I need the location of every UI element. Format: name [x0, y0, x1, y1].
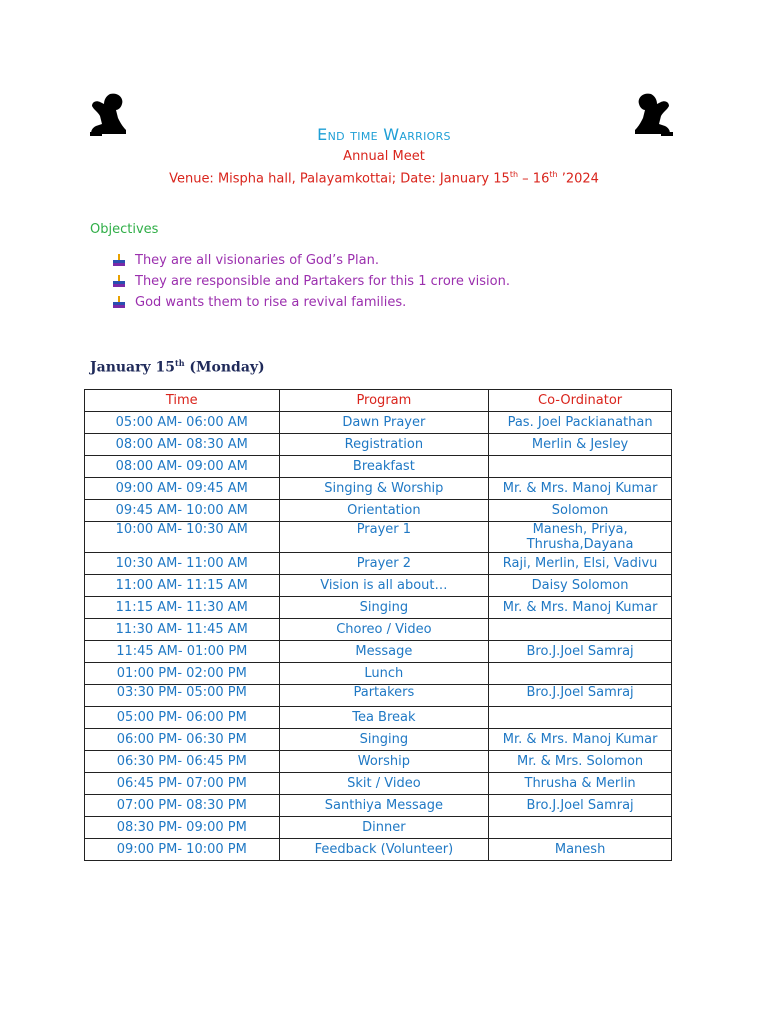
cell-time: 08:30 PM- 09:00 PM — [85, 817, 280, 839]
cell-time: 05:00 PM- 06:00 PM — [85, 707, 280, 729]
table-row — [85, 663, 672, 685]
day-heading — [90, 358, 265, 376]
cell-time: 08:00 AM- 08:30 AM — [85, 434, 280, 456]
venue-line — [0, 170, 768, 186]
cell-time: 01:00 PM- 02:00 PM — [85, 663, 280, 685]
cell-time: 03:30 PM- 05:00 PM — [85, 685, 280, 707]
cell-time: 09:00 AM- 09:45 AM — [85, 478, 280, 500]
table-row — [85, 729, 672, 751]
objective-item — [112, 250, 510, 271]
cell-program: Orientation — [279, 500, 489, 522]
cell-coordinator — [489, 619, 672, 641]
cell-time: 06:45 PM- 07:00 PM — [85, 773, 280, 795]
cell-program: Prayer 1 — [279, 522, 489, 553]
cell-program: Singing & Worship — [279, 478, 489, 500]
cell-coordinator: Mr. & Mrs. Manoj Kumar — [489, 729, 672, 751]
table-row — [85, 707, 672, 729]
cell-time: 08:00 AM- 09:00 AM — [85, 456, 280, 478]
table-row — [85, 456, 672, 478]
table-row — [85, 575, 672, 597]
objective-text: God wants them to rise a revival families. — [135, 295, 407, 310]
cell-time: 07:00 PM- 08:30 PM — [85, 795, 280, 817]
column-header-program: Program — [279, 390, 489, 412]
objectives-heading: Objectives — [90, 222, 159, 237]
cell-coordinator: Bro.J.Joel Samraj — [489, 795, 672, 817]
cell-time: 09:45 AM- 10:00 AM — [85, 500, 280, 522]
column-header-time: Time — [85, 390, 280, 412]
cell-coordinator: Manesh, Priya, Thrusha,Dayana — [489, 522, 672, 553]
venue-sup-2: th — [549, 170, 558, 179]
cell-coordinator: Solomon — [489, 500, 672, 522]
cell-time: 10:30 AM- 11:00 AM — [85, 553, 280, 575]
cell-time: 05:00 AM- 06:00 AM — [85, 412, 280, 434]
objective-text: They are responsible and Partakers for this 1 crore vision. — [135, 274, 510, 289]
venue-sup-1: th — [509, 170, 519, 179]
table-row — [85, 522, 672, 553]
cell-program: Singing — [279, 597, 489, 619]
cell-coordinator: Daisy Solomon — [489, 575, 672, 597]
cell-program: Worship — [279, 751, 489, 773]
cell-coordinator: Manesh — [489, 839, 672, 861]
table-row — [85, 412, 672, 434]
objectives-list — [112, 250, 510, 313]
table-row — [85, 500, 672, 522]
table-row — [85, 434, 672, 456]
table-header-row — [85, 390, 672, 412]
venue-prefix: Venue: Mispha hall, Palayamkottai; Date: January 15 — [169, 171, 510, 187]
cell-coordinator: Thrusha & Merlin — [489, 773, 672, 795]
book-bullet-icon — [112, 275, 126, 289]
table-row — [85, 685, 672, 707]
objective-item — [112, 292, 510, 313]
day-heading-sup: th — [175, 358, 185, 368]
table-row — [85, 751, 672, 773]
cell-time: 10:00 AM- 10:30 AM — [85, 522, 280, 553]
cell-time: 11:00 AM- 11:15 AM — [85, 575, 280, 597]
cell-coordinator: Raji, Merlin, Elsi, Vadivu — [489, 553, 672, 575]
cell-program: Santhiya Message — [279, 795, 489, 817]
cell-program: Singing — [279, 729, 489, 751]
table-row — [85, 817, 672, 839]
cell-coordinator: Bro.J.Joel Samraj — [489, 685, 672, 707]
document-title: End time Warriors — [317, 125, 451, 144]
schedule-table — [84, 389, 672, 861]
cell-coordinator: Merlin & Jesley — [489, 434, 672, 456]
cell-coordinator: Mr. & Mrs. Solomon — [489, 751, 672, 773]
table-row — [85, 795, 672, 817]
cell-coordinator — [489, 663, 672, 685]
venue-suffix: ’2024 — [557, 171, 599, 187]
cell-coordinator: Mr. & Mrs. Manoj Kumar — [489, 597, 672, 619]
table-row — [85, 773, 672, 795]
cell-time: 06:30 PM- 06:45 PM — [85, 751, 280, 773]
cell-program: Feedback (Volunteer) — [279, 839, 489, 861]
table-row — [85, 597, 672, 619]
document-subtitle: Annual Meet — [343, 149, 425, 164]
venue-mid: – 16 — [518, 171, 550, 187]
book-bullet-icon — [112, 254, 126, 268]
table-row — [85, 641, 672, 663]
cell-program: Breakfast — [279, 456, 489, 478]
cell-coordinator — [489, 817, 672, 839]
cell-coordinator: Pas. Joel Packianathan — [489, 412, 672, 434]
cell-program: Skit / Video — [279, 773, 489, 795]
cell-time: 11:45 AM- 01:00 PM — [85, 641, 280, 663]
cell-program: Message — [279, 641, 489, 663]
objective-item — [112, 271, 510, 292]
cell-coordinator — [489, 456, 672, 478]
table-row — [85, 619, 672, 641]
cell-program: Lunch — [279, 663, 489, 685]
objective-text: They are all visionaries of God’s Plan. — [135, 253, 379, 268]
cell-program: Tea Break — [279, 707, 489, 729]
book-bullet-icon — [112, 296, 126, 310]
cell-program: Partakers — [279, 685, 489, 707]
cell-coordinator — [489, 707, 672, 729]
cell-time: 09:00 PM- 10:00 PM — [85, 839, 280, 861]
day-heading-prefix: January 15 — [90, 359, 175, 376]
table-row — [85, 839, 672, 861]
cell-program: Vision is all about… — [279, 575, 489, 597]
table-row — [85, 478, 672, 500]
cell-program: Dinner — [279, 817, 489, 839]
cell-coordinator: Mr. & Mrs. Manoj Kumar — [489, 478, 672, 500]
cell-time: 06:00 PM- 06:30 PM — [85, 729, 280, 751]
day-heading-suffix: (Monday) — [184, 359, 265, 376]
cell-program: Dawn Prayer — [279, 412, 489, 434]
cell-program: Registration — [279, 434, 489, 456]
cell-program: Choreo / Video — [279, 619, 489, 641]
cell-coordinator: Bro.J.Joel Samraj — [489, 641, 672, 663]
table-row — [85, 553, 672, 575]
cell-time: 11:15 AM- 11:30 AM — [85, 597, 280, 619]
cell-time: 11:30 AM- 11:45 AM — [85, 619, 280, 641]
column-header-coordinator: Co-Ordinator — [489, 390, 672, 412]
cell-program: Prayer 2 — [279, 553, 489, 575]
